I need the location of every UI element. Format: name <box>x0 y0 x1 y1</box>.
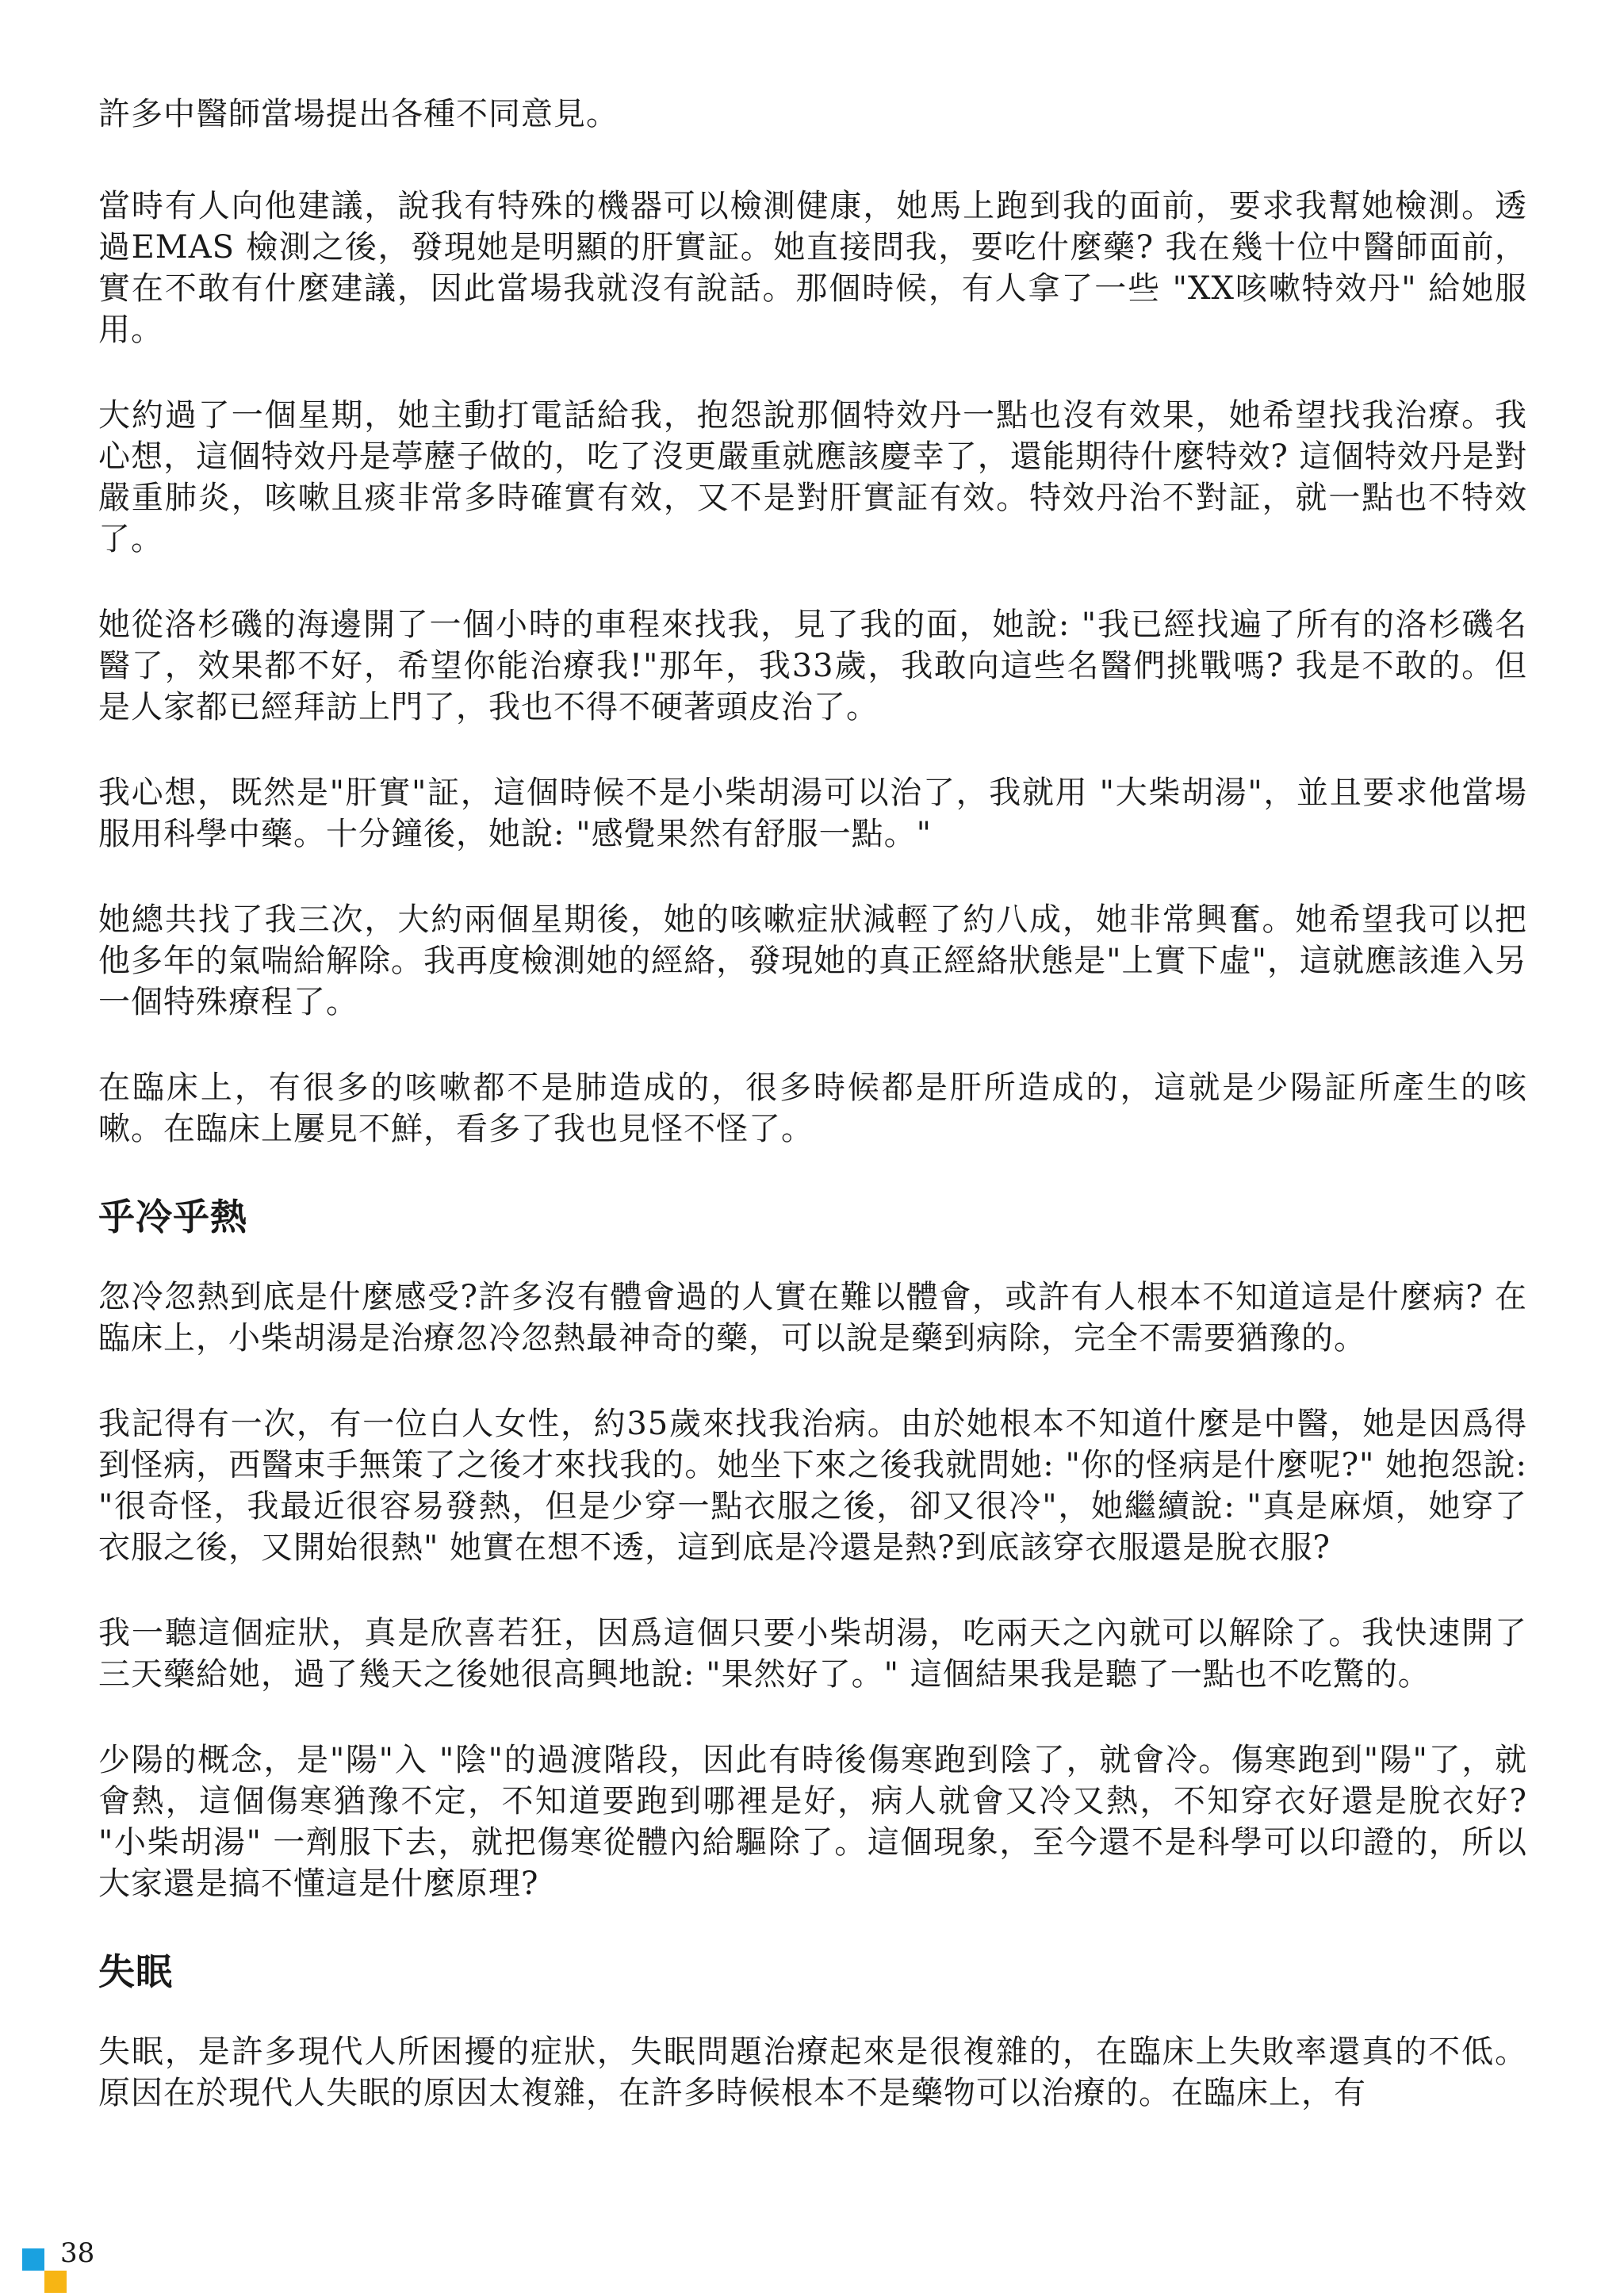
paragraph: 當時有人向他建議，說我有特殊的機器可以檢測健康，她馬上跑到我的面前，要求我幫她檢測。透過EMAS 檢測之後，發現她是明顯的肝實証。她直接問我，要吃什麼藥? 我在幾十位中醫師面前，實在不敢有什麼建議，因此當場我就沒有說話。那個時候，有人拿了一些 "XX咳嗽特效丹" 給她服用。 <box>98 188 1527 348</box>
paragraph: 我一聽這個症狀，真是欣喜若狂，因爲這個只要小柴胡湯，吃兩天之內就可以解除了。我快速開了三天藥給她，過了幾天之後她很高興地說: "果然好了。" 這個結果我是聽了一點也不吃驚的。 <box>98 1615 1527 1693</box>
paragraph: 在臨床上，有很多的咳嗽都不是肺造成的，很多時候都是肝所造成的，這就是少陽証所產生的咳嗽。在臨床上屢見不鮮，看多了我也見怪不怪了。 <box>98 1070 1527 1147</box>
paragraph: 大約過了一個星期，她主動打電話給我，抱怨說那個特效丹一點也沒有效果，她希望找我治療。我心想，這個特效丹是葶藶子做的，吃了沒更嚴重就應該慶幸了，還能期待什麼特效? 這個特效丹是對嚴重肺炎，咳嗽且痰非常多時確實有效，又不是對肝實証有效。特效丹治不對証，就一點也不特效了。 <box>98 397 1527 557</box>
yellow-square-icon <box>44 2271 67 2293</box>
paragraph: 忽冷忽熱到底是什麼感受?許多沒有體會過的人實在難以體會，或許有人根本不知道這是什麼病? 在臨床上，小柴胡湯是治療忽冷忽熱最神奇的藥，可以說是藥到病除，完全不需要猶豫的。 <box>98 1279 1527 1357</box>
paragraph: 我記得有一次，有一位白人女性，約35歲來找我治病。由於她根本不知道什麼是中醫，她是因爲得到怪病，西醫束手無策了之後才來找我的。她坐下來之後我就問她: "你的怪病是什麼呢?" 她抱怨說: "很奇怪，我最近很容易發熱，但是少穿一點衣服之後，卻又很冷"，她繼續說: "真是麻煩，她穿了衣服之後，又開始很熱" 她實在想不透，這到底是冷還是熱?到底該穿衣服還是脫衣服? <box>98 1406 1527 1566</box>
paragraph: 少陽的概念，是"陽"入 "陰"的過渡階段，因此有時後傷寒跑到陰了，就會冷。傷寒跑到"陽"了，就會熱，這個傷寒猶豫不定，不知道要跑到哪裡是好，病人就會又冷又熱，不知穿衣好還是脫衣好? "小柴胡湯" 一劑服下去，就把傷寒從體內給驅除了。這個現象，至今還不是科學可以印證的，所以大家還是搞不懂這是什麼原理? <box>98 1742 1527 1902</box>
paragraph: 她從洛杉磯的海邊開了一個小時的車程來找我，見了我的面，她說: "我已經找遍了所有的洛杉磯名醫了，效果都不好，希望你能治療我!"那年，我33歲，我敢向這些名醫們挑戰嗎? 我是不敢的。但是人家都已經拜訪上門了，我也不得不硬著頭皮治了。 <box>98 607 1527 725</box>
section-heading-insomnia: 失眠 <box>98 1950 173 1993</box>
paragraph: 她總共找了我三次，大約兩個星期後，她的咳嗽症狀減輕了約八成，她非常興奮。她希望我可以把他多年的氣喘給解除。我再度檢測她的經絡，發現她的真正經絡狀態是"上實下虛"，這就應該進入另一個特殊療程了。 <box>98 901 1527 1020</box>
paragraph: 我心想，既然是"肝實"証，這個時候不是小柴胡湯可以治了，我就用 "大柴胡湯"，並且要求他當場服用科學中藥。十分鐘後，她說: "感覺果然有舒服一點。" <box>98 775 1527 852</box>
paragraph: 許多中醫師當場提出各種不同意見。 <box>98 96 619 132</box>
page-footer <box>22 2237 117 2296</box>
blue-square-icon <box>22 2248 44 2271</box>
section-heading-hot-cold: 乎冷乎熱 <box>98 1196 247 1238</box>
paragraph: 失眠，是許多現代人所困擾的症狀，失眠問題治療起來是很複雜的，在臨床上失敗率還真的不低。原因在於現代人失眠的原因太複雜，在許多時候根本不是藥物可以治療的。在臨床上，有 <box>98 2034 1527 2111</box>
page-number: 38 <box>60 2237 95 2269</box>
page-body <box>98 94 1527 2158</box>
